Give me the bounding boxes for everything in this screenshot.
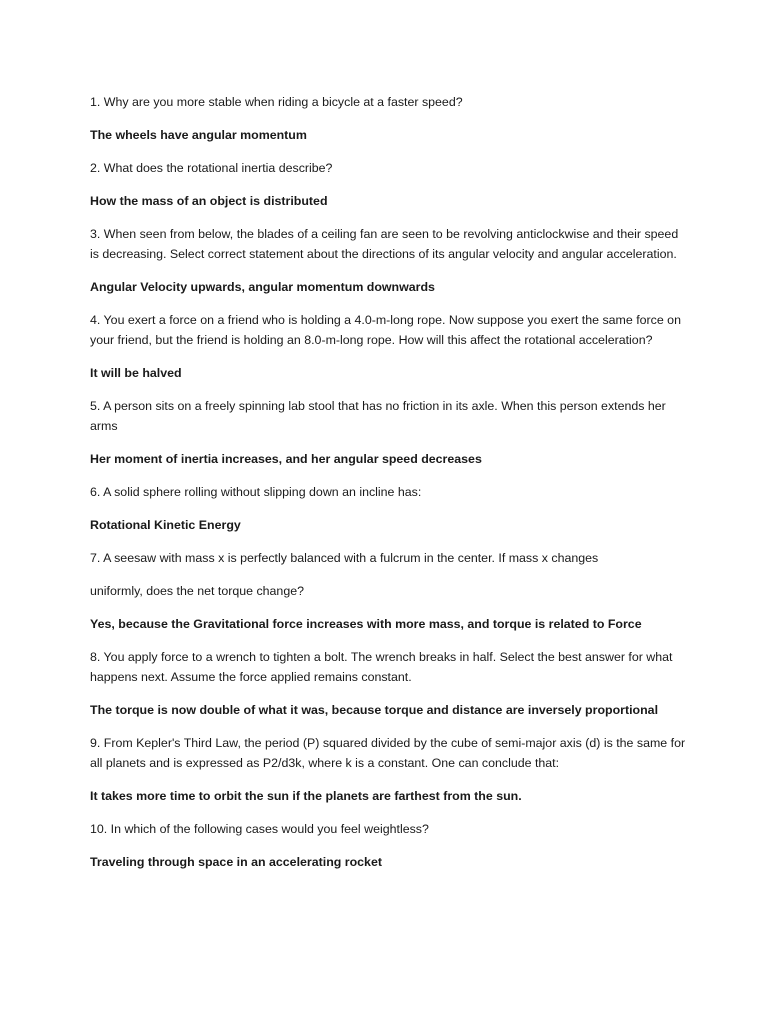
answer-3: Angular Velocity upwards, angular momentum downwards — [90, 280, 435, 294]
answer-1: The wheels have angular momentum — [90, 128, 307, 142]
question-8: 8. You apply force to a wrench to tighten a bolt. The wrench breaks in half. Select the best answer for what happens next. Assume the force applied remains constant. — [90, 650, 673, 684]
question-5: 5. A person sits on a freely spinning lab stool that has no friction in its axle. When this person extends her arms — [90, 399, 666, 433]
answer-2: How the mass of an object is distributed — [90, 194, 328, 208]
answer-6: Rotational Kinetic Energy — [90, 518, 241, 532]
question-10: 10. In which of the following cases would you feel weightless? — [90, 822, 429, 836]
question-7-continuation: uniformly, does the net torque change? — [90, 584, 304, 598]
answer-10: Traveling through space in an accelerating rocket — [90, 855, 382, 869]
question-7: 7. A seesaw with mass x is perfectly balanced with a fulcrum in the center. If mass x changes — [90, 551, 599, 565]
question-9: 9. From Kepler's Third Law, the period (P) squared divided by the cube of semi-major axis (d) is the same for all planets and is expressed as P2/d3k, where k is a constant. One can conclude that: — [90, 736, 686, 770]
question-3: 3. When seen from below, the blades of a ceiling fan are seen to be revolving anticlockwise and their speed is decreasing. Select correct statement about the directions of its angular velocity and angular acceleration. — [90, 227, 679, 261]
answer-7: Yes, because the Gravitational force increases with more mass, and torque is related to Force — [90, 617, 642, 631]
question-1: 1. Why are you more stable when riding a bicycle at a faster speed? — [90, 95, 463, 109]
answer-4: It will be halved — [90, 366, 182, 380]
answer-8: The torque is now double of what it was, because torque and distance are inversely proportional — [90, 703, 659, 717]
question-2: 2. What does the rotational inertia describe? — [90, 161, 333, 175]
document-page — [90, 92, 690, 885]
answer-9: It takes more time to orbit the sun if the planets are farthest from the sun. — [90, 789, 522, 803]
question-4: 4. You exert a force on a friend who is holding a 4.0-m-long rope. Now suppose you exert the same force on your friend, but the friend is holding an 8.0-m-long rope. How will this affect the rotational acceleration? — [90, 313, 681, 347]
answer-5: Her moment of inertia increases, and her angular speed decreases — [90, 452, 482, 466]
question-6: 6. A solid sphere rolling without slipping down an incline has: — [90, 485, 422, 499]
